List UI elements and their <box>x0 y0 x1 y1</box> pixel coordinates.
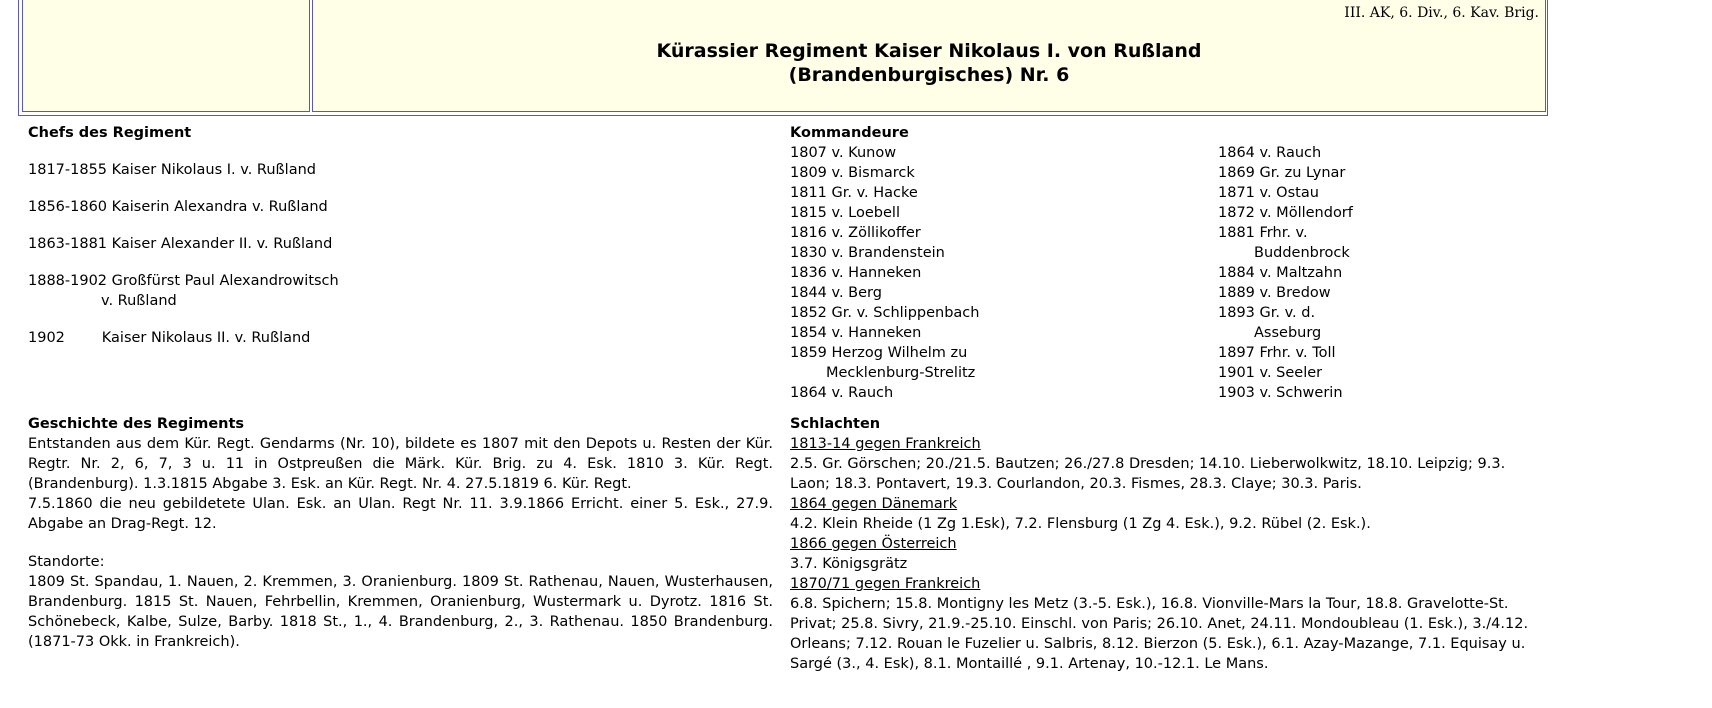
chef-entry: 1817-1855 Kaiser Nikolaus I. v. Rußland <box>28 162 316 178</box>
kommandeur-entry: 1881 Frhr. v. <box>1218 225 1308 241</box>
chef-entry-cont: v. Rußland <box>101 293 177 309</box>
war-link[interactable]: 1870/71 gegen Frankreich <box>790 576 981 592</box>
geschichte-section <box>28 414 773 652</box>
battle-list: 2.5. Gr. Görschen; 20./21.5. Bautzen; 26./27.8 Dresden; 14.10. Lieberwolkwitz, 18.10. Leipzig; 9.3. Laon; 18.3. Pontavert, 19.3. Courlandon, 20.3. Fismes, 28.3. Claye; 30.3. Paris. <box>790 456 1506 492</box>
kommandeur-entry: 1903 v. Schwerin <box>1218 385 1343 401</box>
corps-assignment: III. AK, 6. Div., 6. Kav. Brig. <box>1344 5 1539 21</box>
chefs-section <box>28 123 728 348</box>
battle-list: 6.8. Spichern; 15.8. Montigny les Metz (3.-5. Esk.), 16.8. Vionville-Mars la Tour, 18.8. Gravelotte-St. Privat; 25.8. Sivry, 21.9.-25.10. Einschl. von Paris; 26.10. Anet, 24.11. Mondoubleau (1. Esk.), 3./4.12. Orleans; 7.12. Rouan le Fuzelier u. Salbris, 8.12. Bierzon (5. Esk.), 6.1. Azay-Mazange, 7.1. Equisay u. Sargé (3., 4. Esk), 8.1. Montaillé , 9.1. Artenay, 10.-12.1. Le Mans. <box>790 596 1529 672</box>
schlachten-section <box>790 414 1540 674</box>
kommandeur-entry: 1864 v. Rauch <box>790 385 894 401</box>
chef-entry: 1888-1902 Großfürst Paul Alexandrowitsch <box>28 273 339 289</box>
kommandeur-entry: 1854 v. Hanneken <box>790 325 922 341</box>
kommandeur-entry: 1815 v. Loebell <box>790 205 900 221</box>
geschichte-paragraph: Entstanden aus dem Kür. Regt. Gendarms (Nr. 10), bildete es 1807 mit den Depots u. Resten der Kür. Regtr. Nr. 2, 6, 7, 3 u. 11 in Ostpreußen die Märk. Kür. Brig. zu 4. Esk. 1810 3. Kür. Regt. (Brandenburg). 1.3.1815 Abgabe 3. Esk. an Kür. Regt. Nr. 4. 27.5.1819 6. Kür. Regt. <box>28 436 773 492</box>
geschichte-paragraph: 7.5.1860 die neu gebildetete Ulan. Esk. an Ulan. Regt Nr. 11. 3.9.1866 Erricht. einer 5. Esk., 27.9. Abgabe an Drag-Regt. 12. <box>28 496 773 532</box>
regiment-title-line2: (Brandenburgisches) Nr. 6 <box>788 64 1070 86</box>
chef-entry: 1863-1881 Kaiser Alexander II. v. Rußland <box>28 236 333 252</box>
kommandeur-entry-cont: Buddenbrock <box>1254 245 1350 261</box>
kommandeure-heading: Kommandeure <box>790 125 909 141</box>
kommandeur-entry: 1897 Frhr. v. Toll <box>1218 345 1336 361</box>
regiment-title-line1: Kürassier Regiment Kaiser Nikolaus I. von Rußland <box>656 40 1202 62</box>
chef-entry: 1856-1860 Kaiserin Alexandra v. Rußland <box>28 199 328 215</box>
kommandeur-entry: 1869 Gr. zu Lynar <box>1218 165 1346 181</box>
header-left-cell <box>22 0 310 112</box>
war-link[interactable]: 1864 gegen Dänemark <box>790 496 958 512</box>
geschichte-heading: Geschichte des Regiments <box>28 416 245 432</box>
kommandeur-entry: 1844 v. Berg <box>790 285 882 301</box>
war-link[interactable]: 1813-14 gegen Frankreich <box>790 436 981 452</box>
regiment-title <box>313 39 1545 87</box>
kommandeur-entry: 1809 v. Bismarck <box>790 165 915 181</box>
kommandeur-entry: 1816 v. Zöllikoffer <box>790 225 921 241</box>
kommandeur-entry-cont: Mecklenburg-Strelitz <box>826 365 976 381</box>
kommandeure-column-2 <box>1218 143 1538 403</box>
chefs-heading: Chefs des Regiment <box>28 125 192 141</box>
war-link[interactable]: 1866 gegen Österreich <box>790 536 957 552</box>
kommandeur-entry: 1811 Gr. v. Hacke <box>790 185 918 201</box>
kommandeur-entry: 1859 Herzog Wilhelm zu <box>790 345 968 361</box>
schlachten-heading: Schlachten <box>790 416 881 432</box>
kommandeure-section <box>790 123 1210 403</box>
kommandeur-entry: 1871 v. Ostau <box>1218 185 1319 201</box>
kommandeur-entry: 1889 v. Bredow <box>1218 285 1331 301</box>
kommandeur-entry: 1872 v. Möllendorf <box>1218 205 1353 221</box>
standorte-label: Standorte: <box>28 554 105 570</box>
header-title-cell <box>312 0 1546 112</box>
kommandeur-entry: 1807 v. Kunow <box>790 145 897 161</box>
kommandeur-entry-cont: Asseburg <box>1254 325 1322 341</box>
kommandeur-entry: 1884 v. Maltzahn <box>1218 265 1343 281</box>
kommandeur-entry: 1901 v. Seeler <box>1218 365 1323 381</box>
battle-list: 4.2. Klein Rheide (1 Zg 1.Esk), 7.2. Flensburg (1 Zg 4. Esk.), 9.2. Rübel (2. Esk.). <box>790 516 1371 532</box>
kommandeur-entry: 1852 Gr. v. Schlippenbach <box>790 305 980 321</box>
kommandeur-entry: 1893 Gr. v. d. <box>1218 305 1316 321</box>
standorte-paragraph: 1809 St. Spandau, 1. Nauen, 2. Kremmen, 3. Oranienburg. 1809 St. Rathenau, Nauen, Wusterhausen, Brandenburg. 1815 St. Nauen, Fehrbellin, Kremmen, Oranienburg, Wustermark u. Dyrotz. 1816 St. Schönebeck, Kalbe, Sulze, Barby. 1818 St., 1., 4. Brandenburg, 2., 3. Rathenau. 1850 Brandenburg. (1871-73 Okk. in Frankreich). <box>28 574 773 650</box>
battle-list: 3.7. Königsgrätz <box>790 556 908 572</box>
kommandeur-entry: 1864 v. Rauch <box>1218 145 1322 161</box>
kommandeur-entry: 1830 v. Brandenstein <box>790 245 945 261</box>
chef-entry: 1902 Kaiser Nikolaus II. v. Rußland <box>28 330 311 346</box>
kommandeur-entry: 1836 v. Hanneken <box>790 265 922 281</box>
